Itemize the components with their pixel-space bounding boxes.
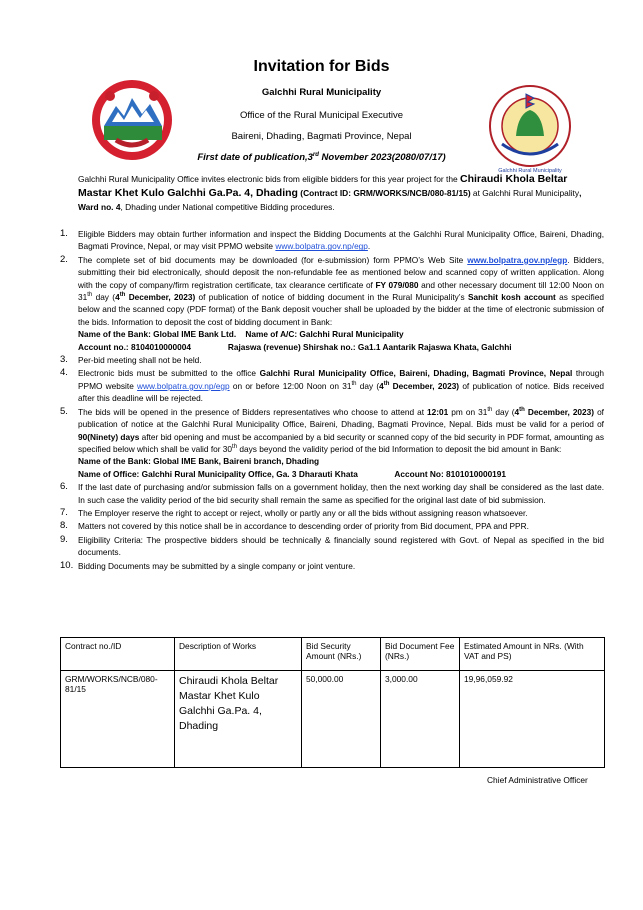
list-item: 8. Matters not covered by this notice shall be in accordance to descending order of priority from Bid document, PPA and PPR.: [60, 520, 529, 532]
account-info: Name of Office: Galchhi Rural Municipality Office, Ga. 3 Dharauti Khata Account No: 8101010000191: [78, 468, 507, 479]
list-item: 9. Eligibility Criteria: The prospective bidders should be technically & financially sound registered with Govt. of Nepal as specified in the bid documents.: [60, 533, 604, 558]
ppmo-link[interactable]: www.bolpatra.gov.np/egp: [275, 241, 368, 252]
list-item: 3. Per-bid meeting shall not be held.: [60, 354, 202, 366]
list-item: 1. Eligible Bidders may obtain further information and inspect the Bidding Documents at the Galchhi Rural Municipality Office, Baireni, Dhading, Bagmati Province, Nepal, or may visit PPMO website www.bolpatra.gov.np/egp.: [60, 228, 604, 252]
ppmo-link[interactable]: www.bolpatra.gov.np/egp: [467, 254, 568, 265]
list-item: 6. If the last date of purchasing and/or submission falls on a government holiday, then the next working day shall be considered as the last date. In such case the validity period of the bid security shall remain the same as specified for the original last date of bid submission.: [60, 481, 604, 505]
intro-paragraph: Galchhi Rural Municipality Office invites electronic bids from eligible bidders for this year project for the Chiraudi Khola Beltar Mastar Khet Kulo Galchhi Ga.Pa. 4, Dhading (Contract ID: GRM/WORKS/NCB/080-81/15) at Galchhi Rural Municipality, Ward no. 4, Dhading under National competitive Bidding procedures.: [78, 173, 582, 212]
table-row: [61, 671, 605, 768]
bid-table: [60, 637, 605, 768]
col-header-contract: Contract no./ID: [61, 638, 175, 671]
bank-info: Name of the Bank: Global IME Bank Ltd. Name of A/C: Galchhi Rural Municipality: [78, 329, 404, 340]
list-item: 10. Bidding Documents may be submitted by a single company or joint venture.: [60, 559, 356, 571]
page-title: Invitation for Bids: [253, 58, 390, 75]
publication-date: First date of publication,3rd November 2023(2080/07/17): [197, 151, 446, 163]
office-address: Baireni, Dhading, Bagmati Province, Nepal: [231, 131, 412, 142]
col-header-description: Description of Works: [175, 638, 302, 671]
notice-list: [60, 228, 604, 573]
col-header-fee: Bid Document Fee (NRs.): [381, 638, 460, 671]
col-header-security: Bid Security Amount (NRs.): [302, 638, 381, 671]
list-item: 7. The Employer reserve the right to accept or reject, wholly or partly any or all the bids without assigning reason whatsoever.: [60, 506, 528, 518]
seal-text: Galchhi Rural Municipality: [498, 168, 562, 174]
municipality-name: Galchhi Rural Municipality: [261, 87, 382, 98]
table-header-row: [61, 638, 605, 671]
list-item: 5. The bids will be opened in the presence of Bidders representatives who choose to attend at 12:01 pm on 31th day (4th December, 2023) of publication of notice at the Galchhi Rural Municipality Office, Baireni, Dhading, Bagmati Province, Nepal. Bids must be valid for a period of 90(Ninety) days after bid opening and must be accompanied by a bid security or scanned copy of the bid security in PDF format, amounting as specified below which shall be valid for 30th days beyond the validity period of the bid Information to deposit the bid amount in Bank: Name of the Bank: Global IME Bank, Baireni branch, Dhading Name of Office: Galchhi Rural Municipality Office, Ga. 3 Dharauti Khata Account No: 8101010000191: [60, 405, 605, 479]
ppmo-link[interactable]: www.bolpatra.gov.np/egp: [137, 380, 230, 391]
cell-estimate: 19,96,059.92: [460, 671, 605, 768]
cell-fee: 3,000.00: [381, 671, 460, 768]
office-name: Office of the Rural Municipal Executive: [240, 110, 403, 121]
list-item: 2. The complete set of bid documents may be downloaded (for e-submission) form PPMO’s Web Site www.bolpatra.gov.np/egp. Bidders, submitting their bid electronically, should deposit the non-refundable fee as mentioned below and scanned copy of written application. Along with the copy of company/firm registration certificate, tax clearance certificate of FY 079/080 and other necessary document till 12:00 Noon on 31th day (4th December, 2023) of publication of notice of bidding document in the Rural Municipality’s Sanchit kosh account as specified below and the scanned copy (PDF format) of the Bank deposit voucher shall be uploaded by the bidder at the time of electronic submission of the bids. Information to deposit the cost of bidding document in Bank: Name of the Bank: Global IME Bank Ltd. Name of A/C: Galchhi Rural Municipality Account no.: 8104010000004 Rajaswa (revenue) Shirshak no.: Ga1.1 Aantarik Rajaswa Khata, Galchhi: [60, 253, 604, 352]
bank-info: Name of the Bank: Global IME Bank, Baireni branch, Dhading: [78, 456, 320, 467]
signature: Chief Administrative Officer: [487, 775, 588, 785]
cell-security: 50,000.00: [302, 671, 381, 768]
list-item: 4. Electronic bids must be submitted to the office Galchhi Rural Municipality Office, Baireni, Dhading, Bagmati Province, Nepal through PPMO website www.bolpatra.gov.np/egp on or before 12:00 Noon on 31th day (4th December, 2023) of publication of notice. Bids received after this deadline will be rejected.: [60, 367, 604, 404]
account-info: Account no.: 8104010000004 Rajaswa (revenue) Shirshak no.: Ga1.1 Aantarik Rajaswa Khata, Galchhi: [78, 341, 512, 352]
col-header-estimate: Estimated Amount in NRs. (With VAT and PS): [460, 638, 605, 671]
cell-contract: GRM/WORKS/NCB/080-81/15: [61, 671, 175, 768]
cell-description: Chiraudi Khola Beltar Mastar Khet Kulo Galchhi Ga.Pa. 4, Dhading: [175, 671, 302, 768]
